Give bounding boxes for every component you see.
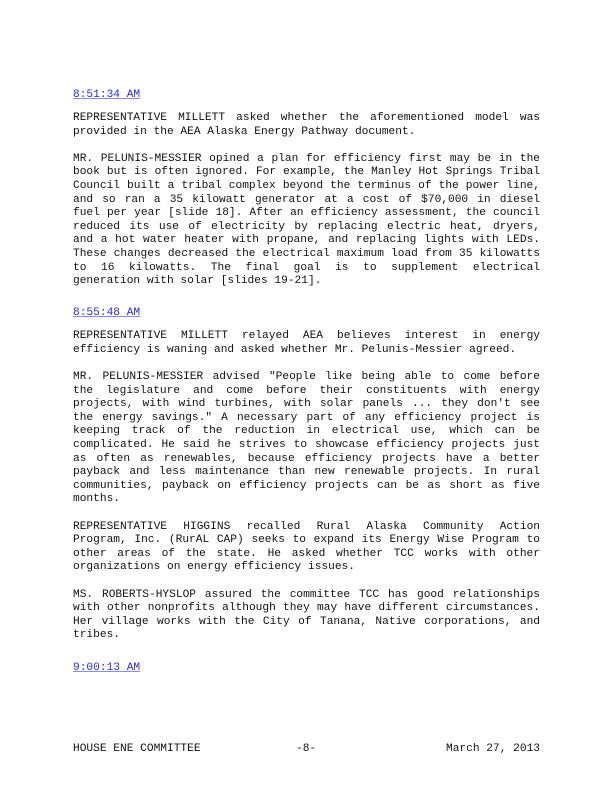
timestamp-block	[73, 84, 540, 101]
timestamp-block	[73, 657, 540, 674]
paragraph: REPRESENTATIVE HIGGINS recalled Rural Alaska Community Action Program, Inc. (RurAL CAP) seeks to expand its Energy Wise Program to other areas of the state. He asked whether TCC works with other organizations on energy efficiency issues.	[73, 520, 540, 574]
timestamp-link[interactable]: 8:55:48 AM	[73, 307, 141, 320]
paragraph: MS. ROBERTS-HYSLOP assured the committee TCC has good relationships with other nonprofits although they may have different circumstances. Her village works with the City of Tanana, Native corporations, and tribes.	[73, 588, 540, 642]
footer-date: March 27, 2013	[446, 743, 540, 755]
footer-committee-name: HOUSE ENE COMMITTEE	[73, 743, 201, 755]
document-page	[73, 84, 540, 685]
paragraph: MR. PELUNIS-MESSIER opined a plan for efficiency first may be in the book but is often ignored. For example, the Manley Hot Springs Tribal Council built a tribal complex beyond the terminus of the power line, and so ran a 35 kilowatt generator at a cost of $70,000 in diesel fuel per year [slide 18]. After an efficiency assessment, the council reduced its use of electricity by replacing electric heat, dryers, and a hot water heater with propane, and replacing lights with LEDs. These changes decreased the electrical maximum load from 35 kilowatts to 16 kilowatts. The final goal is to supplement electrical generation with solar [slides 19-21].	[73, 152, 540, 288]
paragraph: REPRESENTATIVE MILLETT relayed AEA believes interest in energy efficiency is waning and asked whether Mr. Pelunis-Messier agreed.	[73, 330, 540, 356]
page-footer	[73, 742, 540, 756]
timestamp-block	[73, 302, 540, 320]
paragraph: MR. PELUNIS-MESSIER advised "People like being able to come before the legislature and come before their constituents with energy projects, with wind turbines, with solar panels ... they don't see the energy savings." A necessary part of any efficiency project is keeping track of the reduction in electrical use, which can be complicated. He said he strives to showcase efficiency projects just as often as renewables, because efficiency projects have a better payback and less maintenance than new renewable projects. In rural communities, payback on efficiency projects can be as short as five months.	[73, 371, 540, 506]
timestamp-link[interactable]: 9:00:13 AM	[73, 661, 141, 674]
timestamp-link[interactable]: 8:51:34 AM	[73, 89, 141, 101]
paragraph: REPRESENTATIVE MILLETT asked whether the aforementioned model was provided in the AEA Alaska Energy Pathway document.	[73, 112, 540, 138]
footer-page-number: -8-	[296, 743, 317, 755]
